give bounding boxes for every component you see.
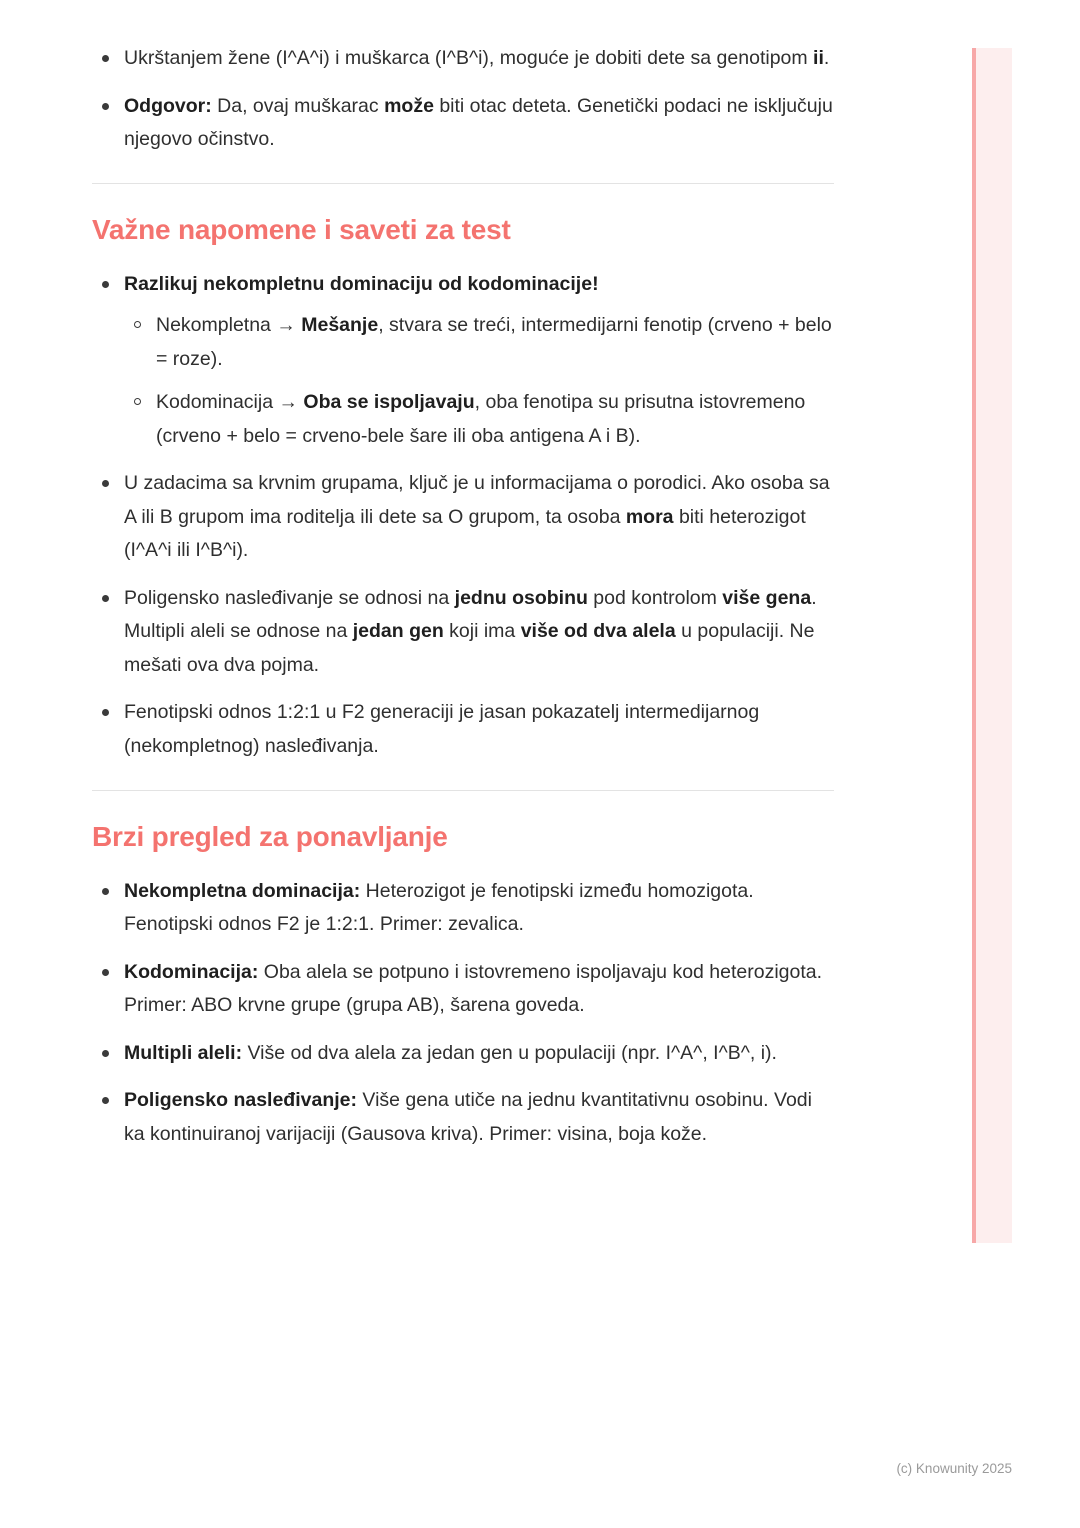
list-item-text: Fenotipski odnos 1:2:1 u F2 generaciji je jasan pokazatelj intermedijarnog (nekompletnog) nasleđivanja.: [124, 701, 760, 757]
section-title-notes: Važne napomene i saveti za test: [92, 213, 511, 245]
list-item-text: Multipli aleli: Više od dva alela za jedan gen u populaciji (npr. I^A^, I^B^, i).: [124, 1041, 777, 1064]
section-divider: [92, 183, 834, 184]
list-item-text: Kodominacija: Oba alela se potpuno i istovremeno ispoljavaju kod heterozigota. Primer: ABO krvne grupe (grupa AB), šarena goveda.: [124, 960, 823, 1017]
notes-list: [92, 268, 834, 764]
list-item-text: Poligensko nasleđivanje: Više gena utiče na jednu kvantitativnu osobinu. Vodi ka kontinuiranoj varijaciji (Gausova kriva). Primer: visina, boja kože.: [124, 1089, 812, 1145]
list-item: [92, 1084, 834, 1151]
list-item: [92, 90, 834, 157]
section-title-summary: Brzi pregled za ponavljanje: [92, 820, 448, 852]
list-item: [92, 467, 834, 568]
list-item: [92, 1037, 834, 1071]
list-item: [92, 268, 834, 454]
list-item: [92, 582, 834, 683]
copyright-footer: (c) Knowunity 2025: [896, 1461, 1012, 1476]
summary-list: [92, 875, 834, 1152]
section-divider: [92, 790, 834, 791]
list-item-text: Razlikuj nekompletnu dominaciju od kodominacije!: [124, 272, 599, 295]
list-item-text: Poligensko nasleđivanje se odnosi na jednu osobinu pod kontrolom više gena. Multipli aleli se odnose na jedan gen koji ima više od dva alela u populaciji. Ne mešati ova dva pojma.: [124, 586, 817, 676]
top-bullet-list: [92, 42, 834, 157]
list-item-text: Ukrštanjem žene (I^A^i) i muškarca (I^B^i), moguće je dobiti dete sa genotipom ii.: [124, 47, 830, 69]
document-content: [92, 42, 834, 1165]
list-item: [92, 875, 834, 942]
list-item-text: Kodominacija → Oba se ispoljavaju, oba fenotipa su prisutna istovremeno (crveno + belo = crveno-bele šare ili oba antigena A i B).: [156, 391, 806, 447]
list-item: [92, 696, 834, 763]
list-item: [124, 309, 834, 376]
list-item-text: Nekompletna dominacija: Heterozigot je fenotipski između homozigota. Fenotipski odnos F2 je 1:2:1. Primer: zevalica.: [124, 879, 754, 936]
right-margin-accent-strip: [972, 48, 1012, 1243]
list-item-text: U zadacima sa krvnim grupama, ključ je u informacijama o porodici. Ako osoba sa A ili B grupom ima roditelja ili dete sa O grupom, ta osoba mora biti heterozigot (I^A^i ili I^B^i).: [124, 472, 830, 562]
list-item-text: Nekompletna → Mešanje, stvara se treći, intermedijarni fenotip (crveno + belo = roze).: [156, 314, 832, 370]
list-item: [92, 956, 834, 1023]
list-item-text: Odgovor: Da, ovaj muškarac može biti otac deteta. Genetički podaci ne isključuju njegovo očinstvo.: [124, 94, 833, 151]
list-item: [124, 386, 834, 453]
notes-sublist: [124, 309, 834, 453]
list-item: [92, 42, 834, 76]
